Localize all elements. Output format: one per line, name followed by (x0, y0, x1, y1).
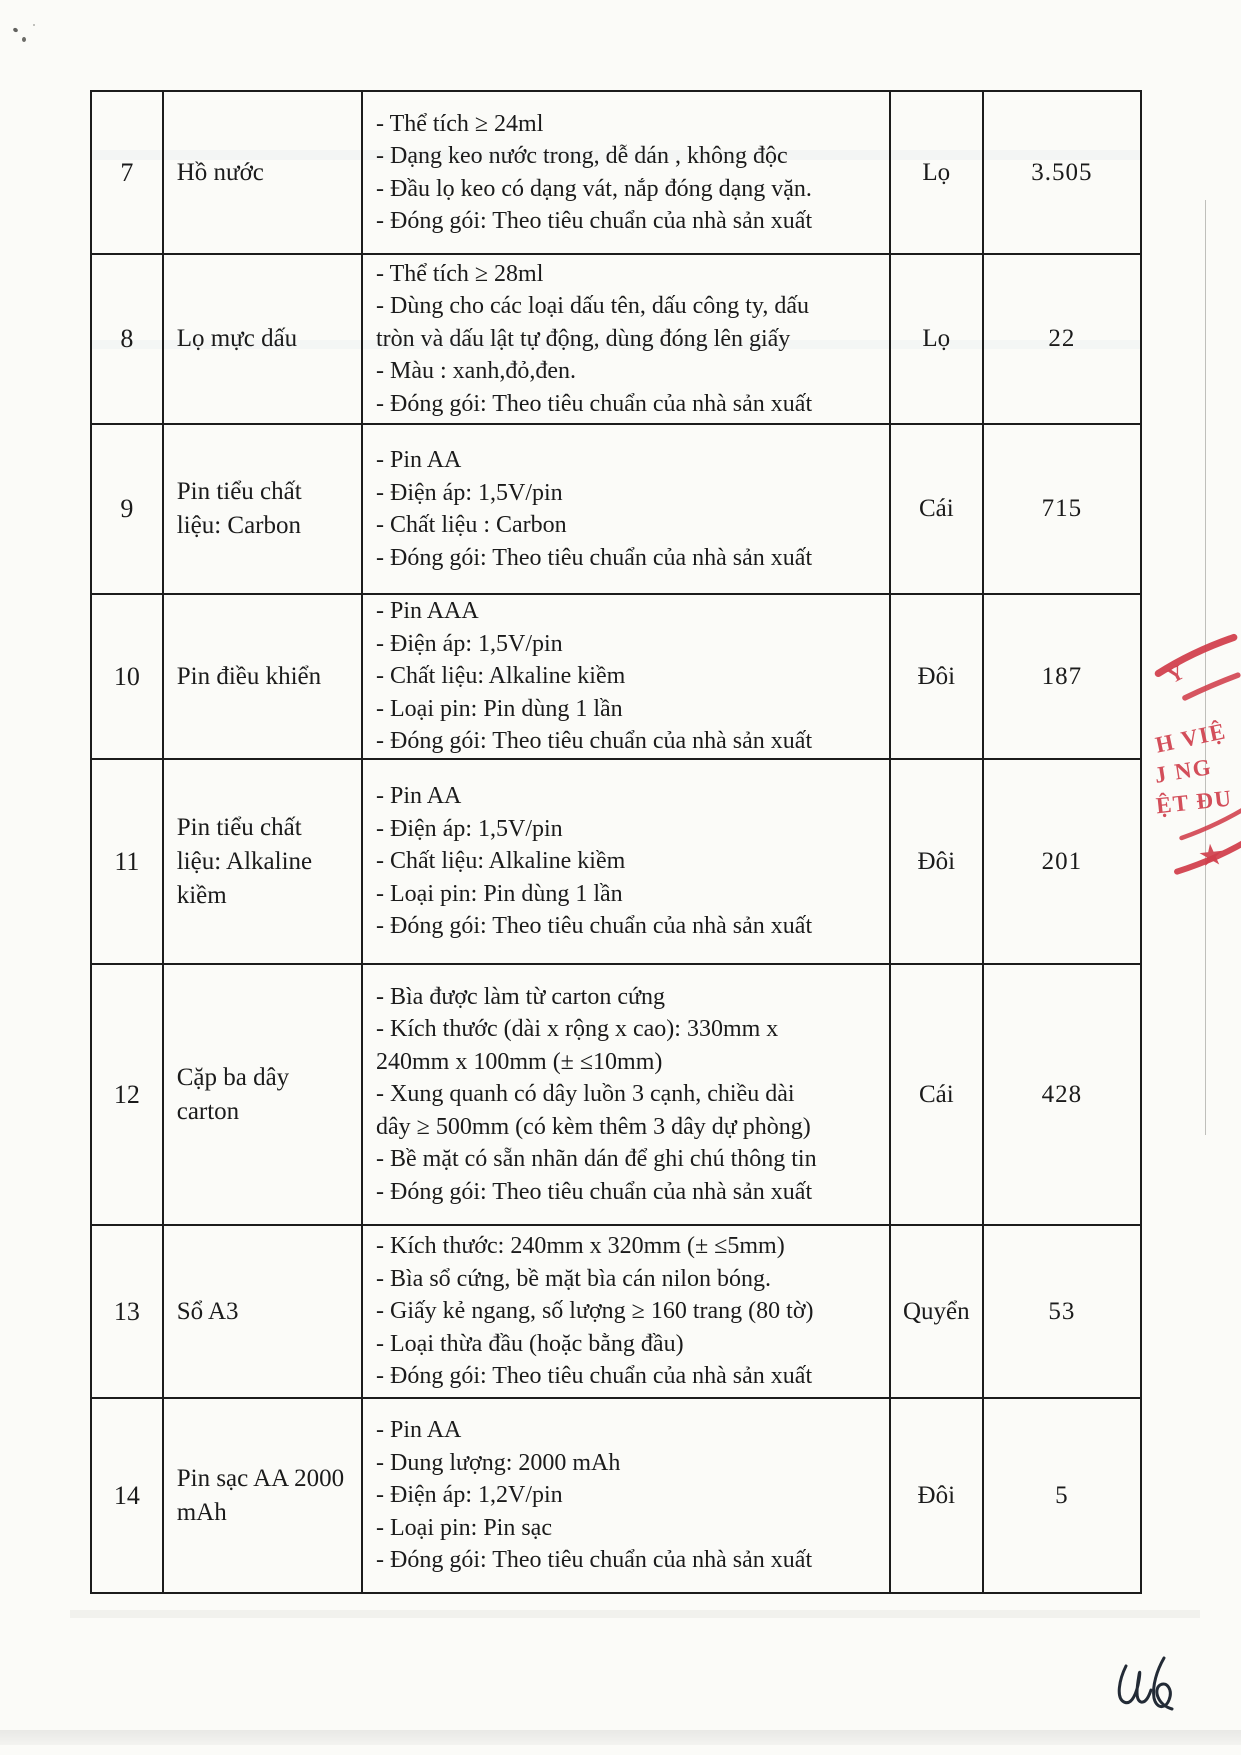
item-spec-cell (363, 760, 891, 963)
row-number-cell: 11 (92, 760, 164, 963)
description-line: - Điện áp: 1,5V/pin (376, 479, 563, 506)
unit-cell: Cái (891, 965, 984, 1224)
description-line: - Loại pin: Pin sạc (376, 1514, 552, 1541)
table-row (92, 760, 1140, 965)
description-line: - Loại pin: Pin dùng 1 lần (376, 880, 623, 907)
row-number-cell: 14 (92, 1399, 164, 1592)
item-name-cell: Cặp ba dây carton (164, 965, 363, 1224)
description-line: - Đầu lọ keo có dạng vát, nắp đóng dạng vặn. (376, 175, 812, 202)
description-line: - Đóng gói: Theo tiêu chuẩn của nhà sản xuất (376, 1363, 813, 1390)
description-line: - Đóng gói: Theo tiêu chuẩn của nhà sản xuất (376, 544, 813, 571)
quantity-cell: 715 (1041, 495, 1083, 522)
row-number-cell: 12 (92, 965, 164, 1224)
quantity-cell: 22 (1048, 325, 1076, 352)
stamp-star-icon: ★ (1198, 839, 1226, 872)
item-spec-cell (363, 595, 891, 758)
quantity-cell: 187 (1041, 662, 1083, 690)
description-line: - Chất liệu: Alkaline kiềm (376, 663, 626, 690)
description-line: - Màu : xanh,đỏ,đen. (376, 358, 576, 385)
item-spec-cell (363, 255, 891, 423)
description-line: - Đóng gói: Theo tiêu chuẩn của nhà sản xuất (376, 913, 813, 940)
items-table (90, 90, 1142, 1594)
description-line: - Đóng gói: Theo tiêu chuẩn của nhà sản xuất (376, 390, 813, 417)
item-name-cell: Pin tiểu chất liệu: Alkaline kiềm (164, 760, 363, 963)
description-line: - Kích thước (dài x rộng x cao): 330mm x (376, 1016, 779, 1043)
description-line: - Pin AA (376, 447, 462, 473)
unit-cell: Đôi (891, 595, 984, 758)
red-stamp (1138, 626, 1241, 904)
description-line: - Thể tích ≥ 24ml (376, 110, 544, 137)
item-spec-cell (363, 425, 891, 593)
ink-speck (33, 24, 35, 26)
scan-band (70, 1610, 1200, 1618)
description-line: - Bìa được làm từ carton cứng (376, 983, 665, 1010)
description-line: - Chất liệu: Alkaline kiềm (376, 848, 626, 875)
table-row (92, 255, 1140, 425)
ink-speck (12, 27, 18, 33)
unit-cell: Lọ (891, 92, 984, 253)
stamp-text-fragment: H VIỆ (1153, 718, 1229, 758)
row-number-cell: 7 (92, 92, 164, 253)
item-spec-cell (363, 965, 891, 1224)
item-name-cell: Pin sạc AA 2000 mAh (164, 1399, 363, 1592)
table-row (92, 965, 1140, 1226)
description-line: - Đóng gói: Theo tiêu chuẩn của nhà sản xuất (376, 208, 813, 234)
quantity-cell: 3.505 (1031, 158, 1093, 186)
table-row (92, 1399, 1140, 1592)
description-line: - Dạng keo nước trong, dễ dán , không độc (376, 143, 788, 169)
description-line: - Dùng cho các loại dấu tên, dấu công ty, dấu (376, 293, 809, 320)
description-line: - Pin AAA (376, 598, 479, 625)
unit-cell: Cái (891, 425, 984, 593)
item-spec-cell (363, 92, 891, 253)
description-line: dây ≥ 500mm (có kèm thêm 3 dây dự phòng) (376, 1113, 811, 1140)
table-row (92, 425, 1140, 595)
unit-cell: Đôi (891, 760, 984, 963)
row-number-cell: 8 (92, 255, 164, 423)
scan-band (0, 1730, 1241, 1745)
description-line: - Bìa sổ cứng, bề mặt bìa cán nilon bóng. (376, 1265, 771, 1292)
item-spec-cell (363, 1226, 891, 1397)
table-row (92, 92, 1140, 255)
unit-cell: Lọ (891, 255, 984, 423)
description-line: - Đóng gói: Theo tiêu chuẩn của nhà sản xuất (376, 1547, 813, 1574)
quantity-cell: 428 (1041, 1080, 1083, 1108)
description-line: - Loại pin: Pin dùng 1 lần (376, 695, 623, 722)
row-number-cell: 10 (92, 595, 164, 758)
item-name-cell: Hồ nước (164, 92, 363, 253)
row-number-cell: 13 (92, 1226, 164, 1397)
description-line: - Điện áp: 1,5V/pin (376, 815, 563, 842)
description-line: - Kích thước: 240mm x 320mm (± ≤5mm) (376, 1233, 785, 1260)
ink-speck (22, 37, 26, 42)
item-name-cell: Sổ A3 (164, 1226, 363, 1397)
unit-cell: Quyển (891, 1226, 984, 1397)
quantity-cell: 53 (1048, 1297, 1076, 1325)
description-line: - Bề mặt có sẵn nhãn dán để ghi chú thông tin (376, 1146, 817, 1173)
description-line: - Điện áp: 1,5V/pin (376, 630, 563, 657)
item-spec-cell (363, 1399, 891, 1592)
description-line: - Điện áp: 1,2V/pin (376, 1482, 563, 1509)
item-name-cell: Pin điều khiển (164, 595, 363, 758)
description-line: tròn và dấu lật tự động, dùng đóng lên giấy (376, 325, 791, 352)
description-line: - Đóng gói: Theo tiêu chuẩn của nhà sản xuất (376, 728, 813, 755)
item-name-cell: Pin tiểu chất liệu: Carbon (164, 425, 363, 593)
description-line: - Chất liệu : Carbon (376, 512, 567, 538)
stamp-text-fragment: Y (1163, 659, 1190, 689)
description-line: - Xung quanh có dây luồn 3 cạnh, chiều dài (376, 1081, 795, 1108)
table-row (92, 1226, 1140, 1399)
table-row (92, 595, 1140, 760)
quantity-cell: 201 (1041, 847, 1083, 875)
description-line: 240mm x 100mm (± ≤10mm) (376, 1048, 663, 1075)
item-name-cell: Lọ mực dấu (164, 255, 363, 423)
row-number-cell: 9 (92, 425, 164, 593)
signature-scribble (1112, 1650, 1192, 1730)
description-line: - Loại thừa đầu (hoặc bằng đầu) (376, 1330, 684, 1357)
stamp-text-fragment: J NG (1152, 754, 1214, 788)
description-line: - Giấy kẻ ngang, số lượng ≥ 160 trang (80 tờ) (376, 1298, 814, 1325)
description-line: - Pin AA (376, 1417, 462, 1444)
quantity-cell: 5 (1055, 1481, 1069, 1509)
description-line: - Pin AA (376, 783, 462, 810)
stamp-text-fragment: ỆT ĐU (1154, 785, 1234, 819)
description-line: - Đóng gói: Theo tiêu chuẩn của nhà sản xuất (376, 1178, 813, 1205)
description-line: - Thể tích ≥ 28ml (376, 260, 544, 287)
unit-cell: Đôi (891, 1399, 984, 1592)
description-line: - Dung lượng: 2000 mAh (376, 1449, 621, 1476)
